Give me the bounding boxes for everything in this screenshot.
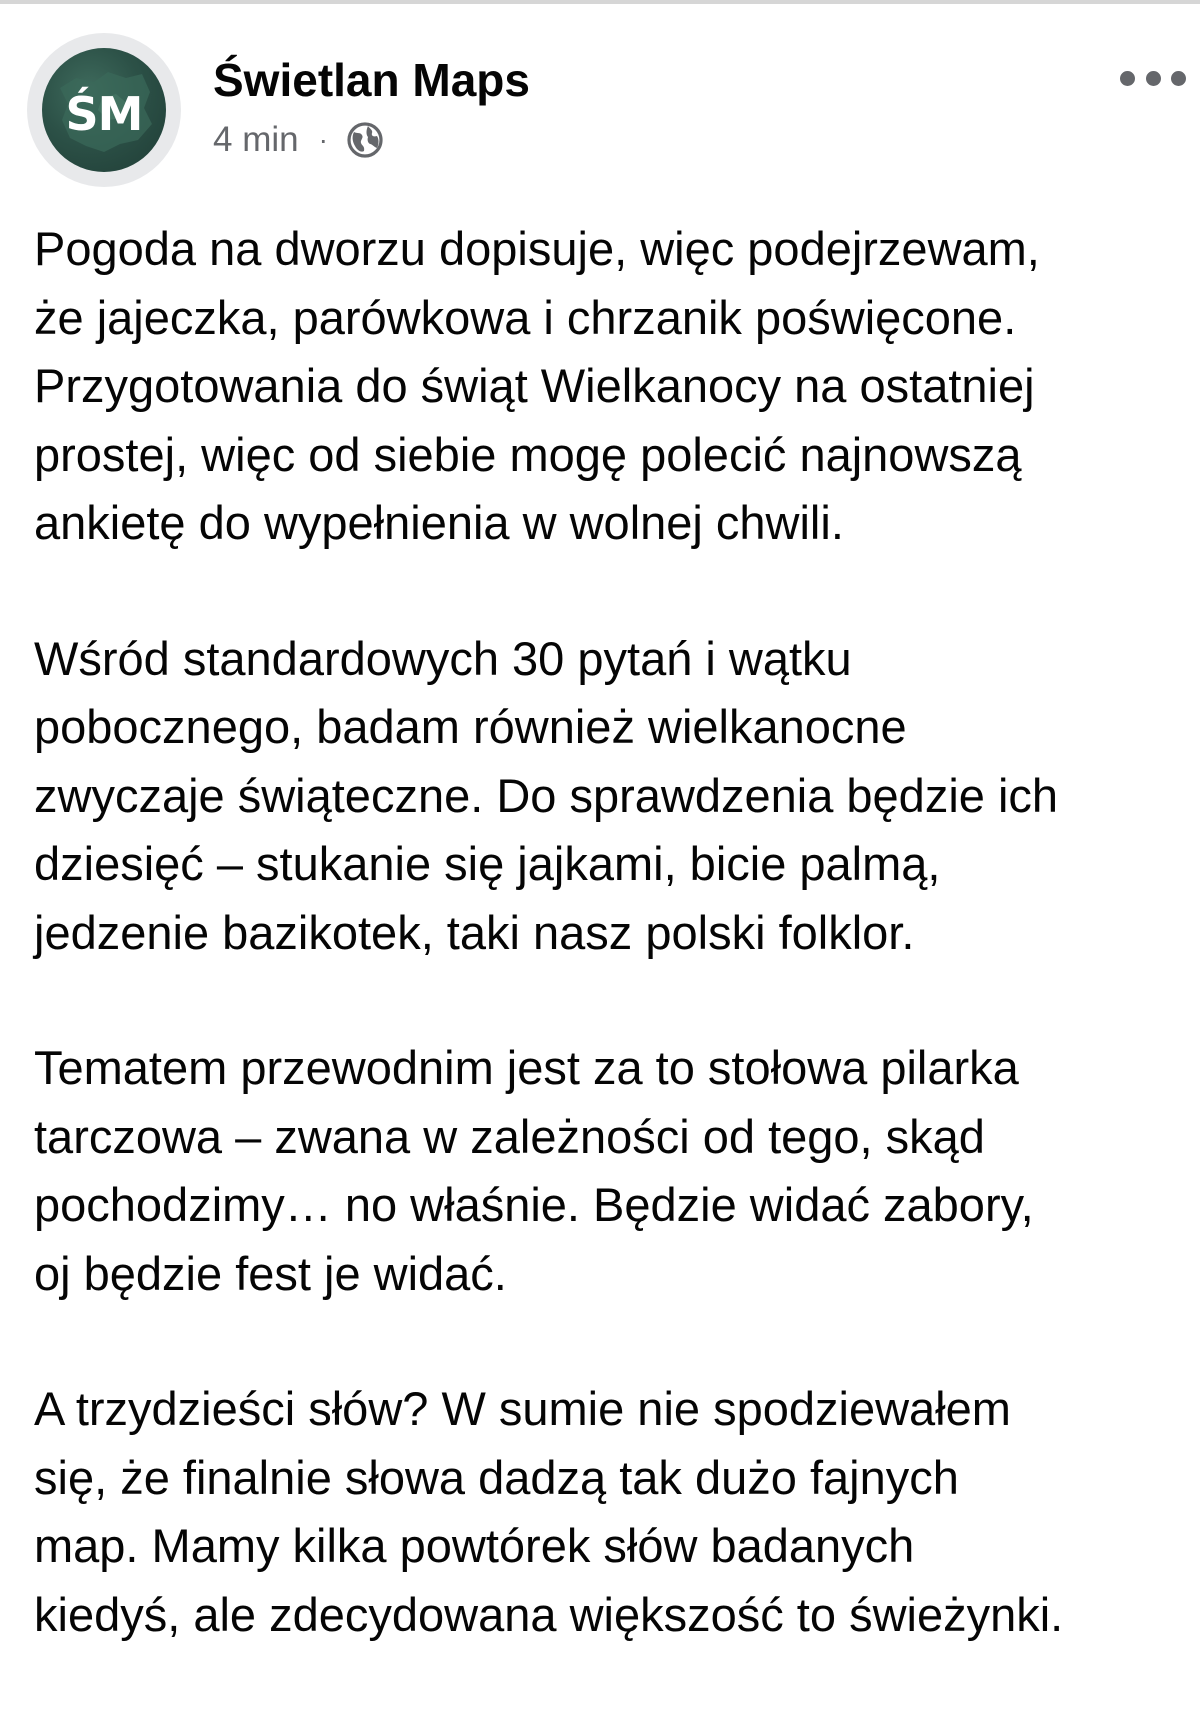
more-dot-icon bbox=[1146, 71, 1161, 86]
more-options-button[interactable] bbox=[1120, 60, 1186, 96]
avatar-ring bbox=[27, 33, 181, 187]
post-paragraph: Pogoda na dworzu dopisuje, więc podejrzewam, że jajeczka, parówkowa i chrzanik poświęcone. Przygotowania do świąt Wielkanocy na ostatniej prostej, więc od siebie mogę polecić najnowszą ankietę do wypełnienia w wolnej chwili. bbox=[34, 222, 1040, 549]
post-paragraph: Tematem przewodnim jest za to stołowa pilarka tarczowa – zwana w zależności od tego, skąd pochodzimy… no właśnie. Będzie widać zabory, oj będzie fest je widać. bbox=[34, 1041, 1034, 1300]
post-header bbox=[0, 0, 1200, 190]
post-paragraph: A trzydzieści słów? W sumie nie spodziewałem się, że finalnie słowa dadzą tak dużo fajnych map. Mamy kilka powtórek słów badanych kiedyś, ale zdecydowana większość to świeżynki. bbox=[34, 1382, 1064, 1641]
globe-icon[interactable] bbox=[346, 121, 384, 159]
post-timestamp[interactable]: 4 min bbox=[213, 120, 299, 159]
avatar[interactable] bbox=[42, 48, 166, 172]
post-meta bbox=[213, 118, 384, 162]
author-name[interactable]: Świetlan Maps bbox=[213, 54, 530, 106]
avatar-initials: ŚM bbox=[65, 87, 143, 141]
post-paragraph: Wśród standardowych 30 pytań i wątku pobocznego, badam również wielkanocne zwyczaje świąteczne. Do sprawdzenia będzie ich dziesięć – stukanie się jajkami, bicie palmą, jedzenie bazikotek, taki nasz polski folklor. bbox=[34, 631, 1059, 959]
more-dot-icon bbox=[1120, 71, 1135, 86]
meta-separator: · bbox=[318, 124, 328, 155]
post-body bbox=[34, 215, 1184, 1716]
more-dot-icon bbox=[1171, 71, 1186, 86]
